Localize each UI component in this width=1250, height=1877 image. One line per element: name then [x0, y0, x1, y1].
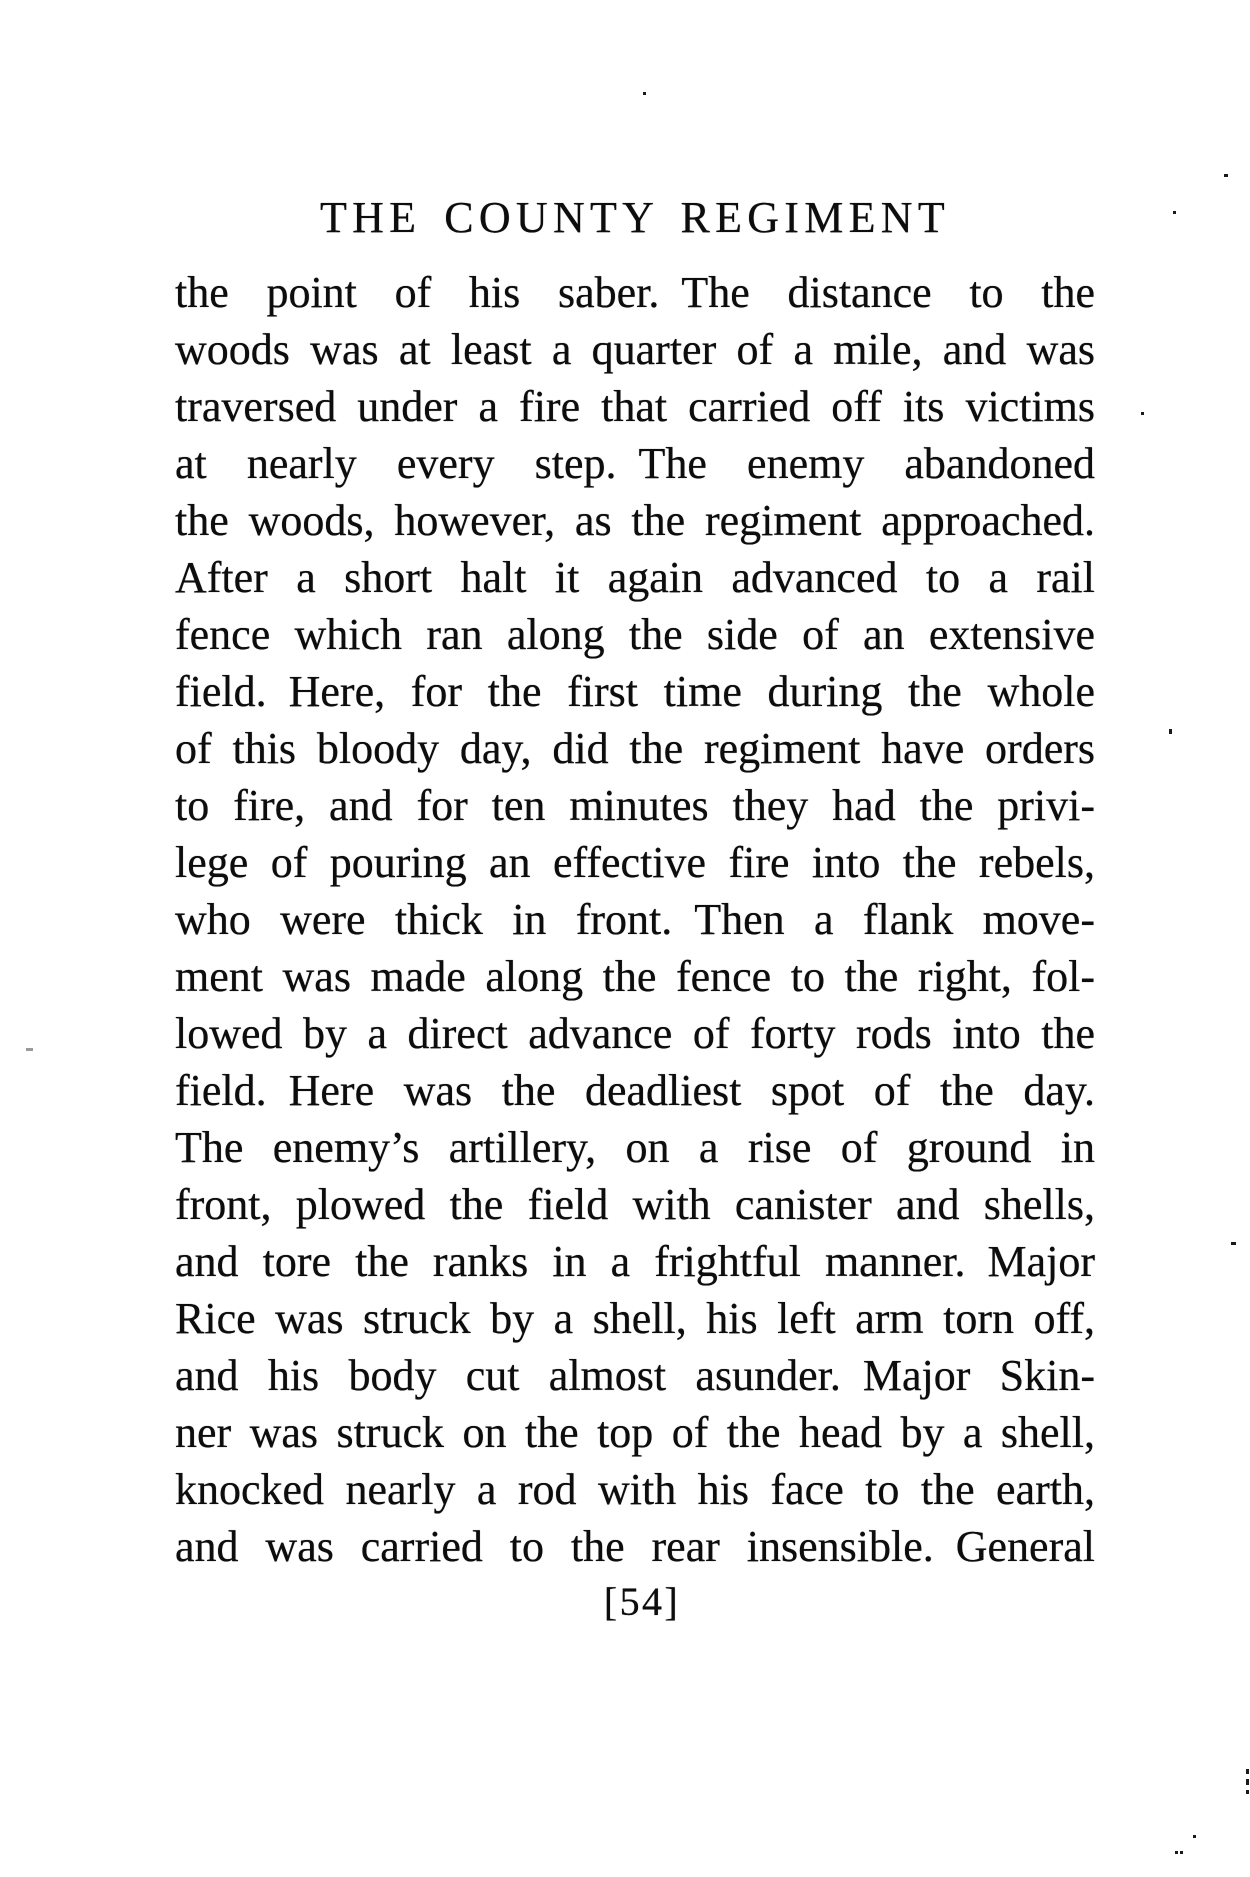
text-line: of this bloody day, did the regiment have orders	[175, 724, 1095, 773]
scan-speck	[1169, 729, 1172, 734]
scan-speck	[1180, 1851, 1183, 1854]
page-number: [54]	[603, 1579, 681, 1624]
text-line: and his body cut almost asunder. Major Skin-	[175, 1351, 1095, 1400]
text-line: and tore the ranks in a frightful manner. Major	[175, 1237, 1095, 1286]
scan-speck	[1193, 1835, 1196, 1838]
text-line: lowed by a direct advance of forty rods into the	[175, 1009, 1095, 1058]
text-line: fence which ran along the side of an extensive	[175, 610, 1095, 659]
text-line: front, plowed the field with canister and shells,	[175, 1180, 1095, 1229]
text-line: at nearly every step. The enemy abandoned	[175, 439, 1095, 488]
text-line: the woods, however, as the regiment approached.	[175, 496, 1095, 545]
text-line: After a short halt it again advanced to a rail	[175, 553, 1095, 602]
scan-speck	[1173, 211, 1176, 214]
scan-speck	[1246, 1769, 1249, 1774]
text-line: and was carried to the rear insensible. General	[175, 1522, 1095, 1571]
page-number-container	[175, 1578, 1095, 1625]
text-line: field. Here was the deadliest spot of the day.	[175, 1066, 1095, 1115]
text-line: to fire, and for ten minutes they had the privi-	[175, 781, 1095, 830]
text-line: knocked nearly a rod with his face to the earth,	[175, 1465, 1095, 1514]
text-line: traversed under a fire that carried off its victims	[175, 382, 1095, 431]
scan-speck	[1141, 412, 1144, 415]
scan-speck	[643, 92, 646, 95]
text-line: The enemy’s artillery, on a rise of ground in	[175, 1123, 1095, 1172]
text-line: ner was struck on the top of the head by a shell,	[175, 1408, 1095, 1457]
running-head-title: THE COUNTY REGIMENT	[319, 193, 951, 242]
scan-speck	[1246, 1790, 1249, 1794]
scan-speck	[1246, 1779, 1249, 1785]
text-line: field. Here, for the first time during the whole	[175, 667, 1095, 716]
scan-speck	[1175, 1851, 1178, 1854]
scan-speck	[26, 1048, 33, 1051]
scan-speck	[1231, 1242, 1236, 1245]
text-line: woods was at least a quarter of a mile, and was	[175, 325, 1095, 374]
scan-speck	[1224, 174, 1228, 177]
body-text-block	[175, 264, 1095, 1575]
text-line: the point of his saber. The distance to the	[175, 268, 1095, 317]
text-line: Rice was struck by a shell, his left arm torn off,	[175, 1294, 1095, 1343]
text-line: who were thick in front. Then a flank move-	[175, 895, 1095, 944]
text-line: ment was made along the fence to the right, fol-	[175, 952, 1095, 1001]
text-line: lege of pouring an effective fire into the rebels,	[175, 838, 1095, 887]
